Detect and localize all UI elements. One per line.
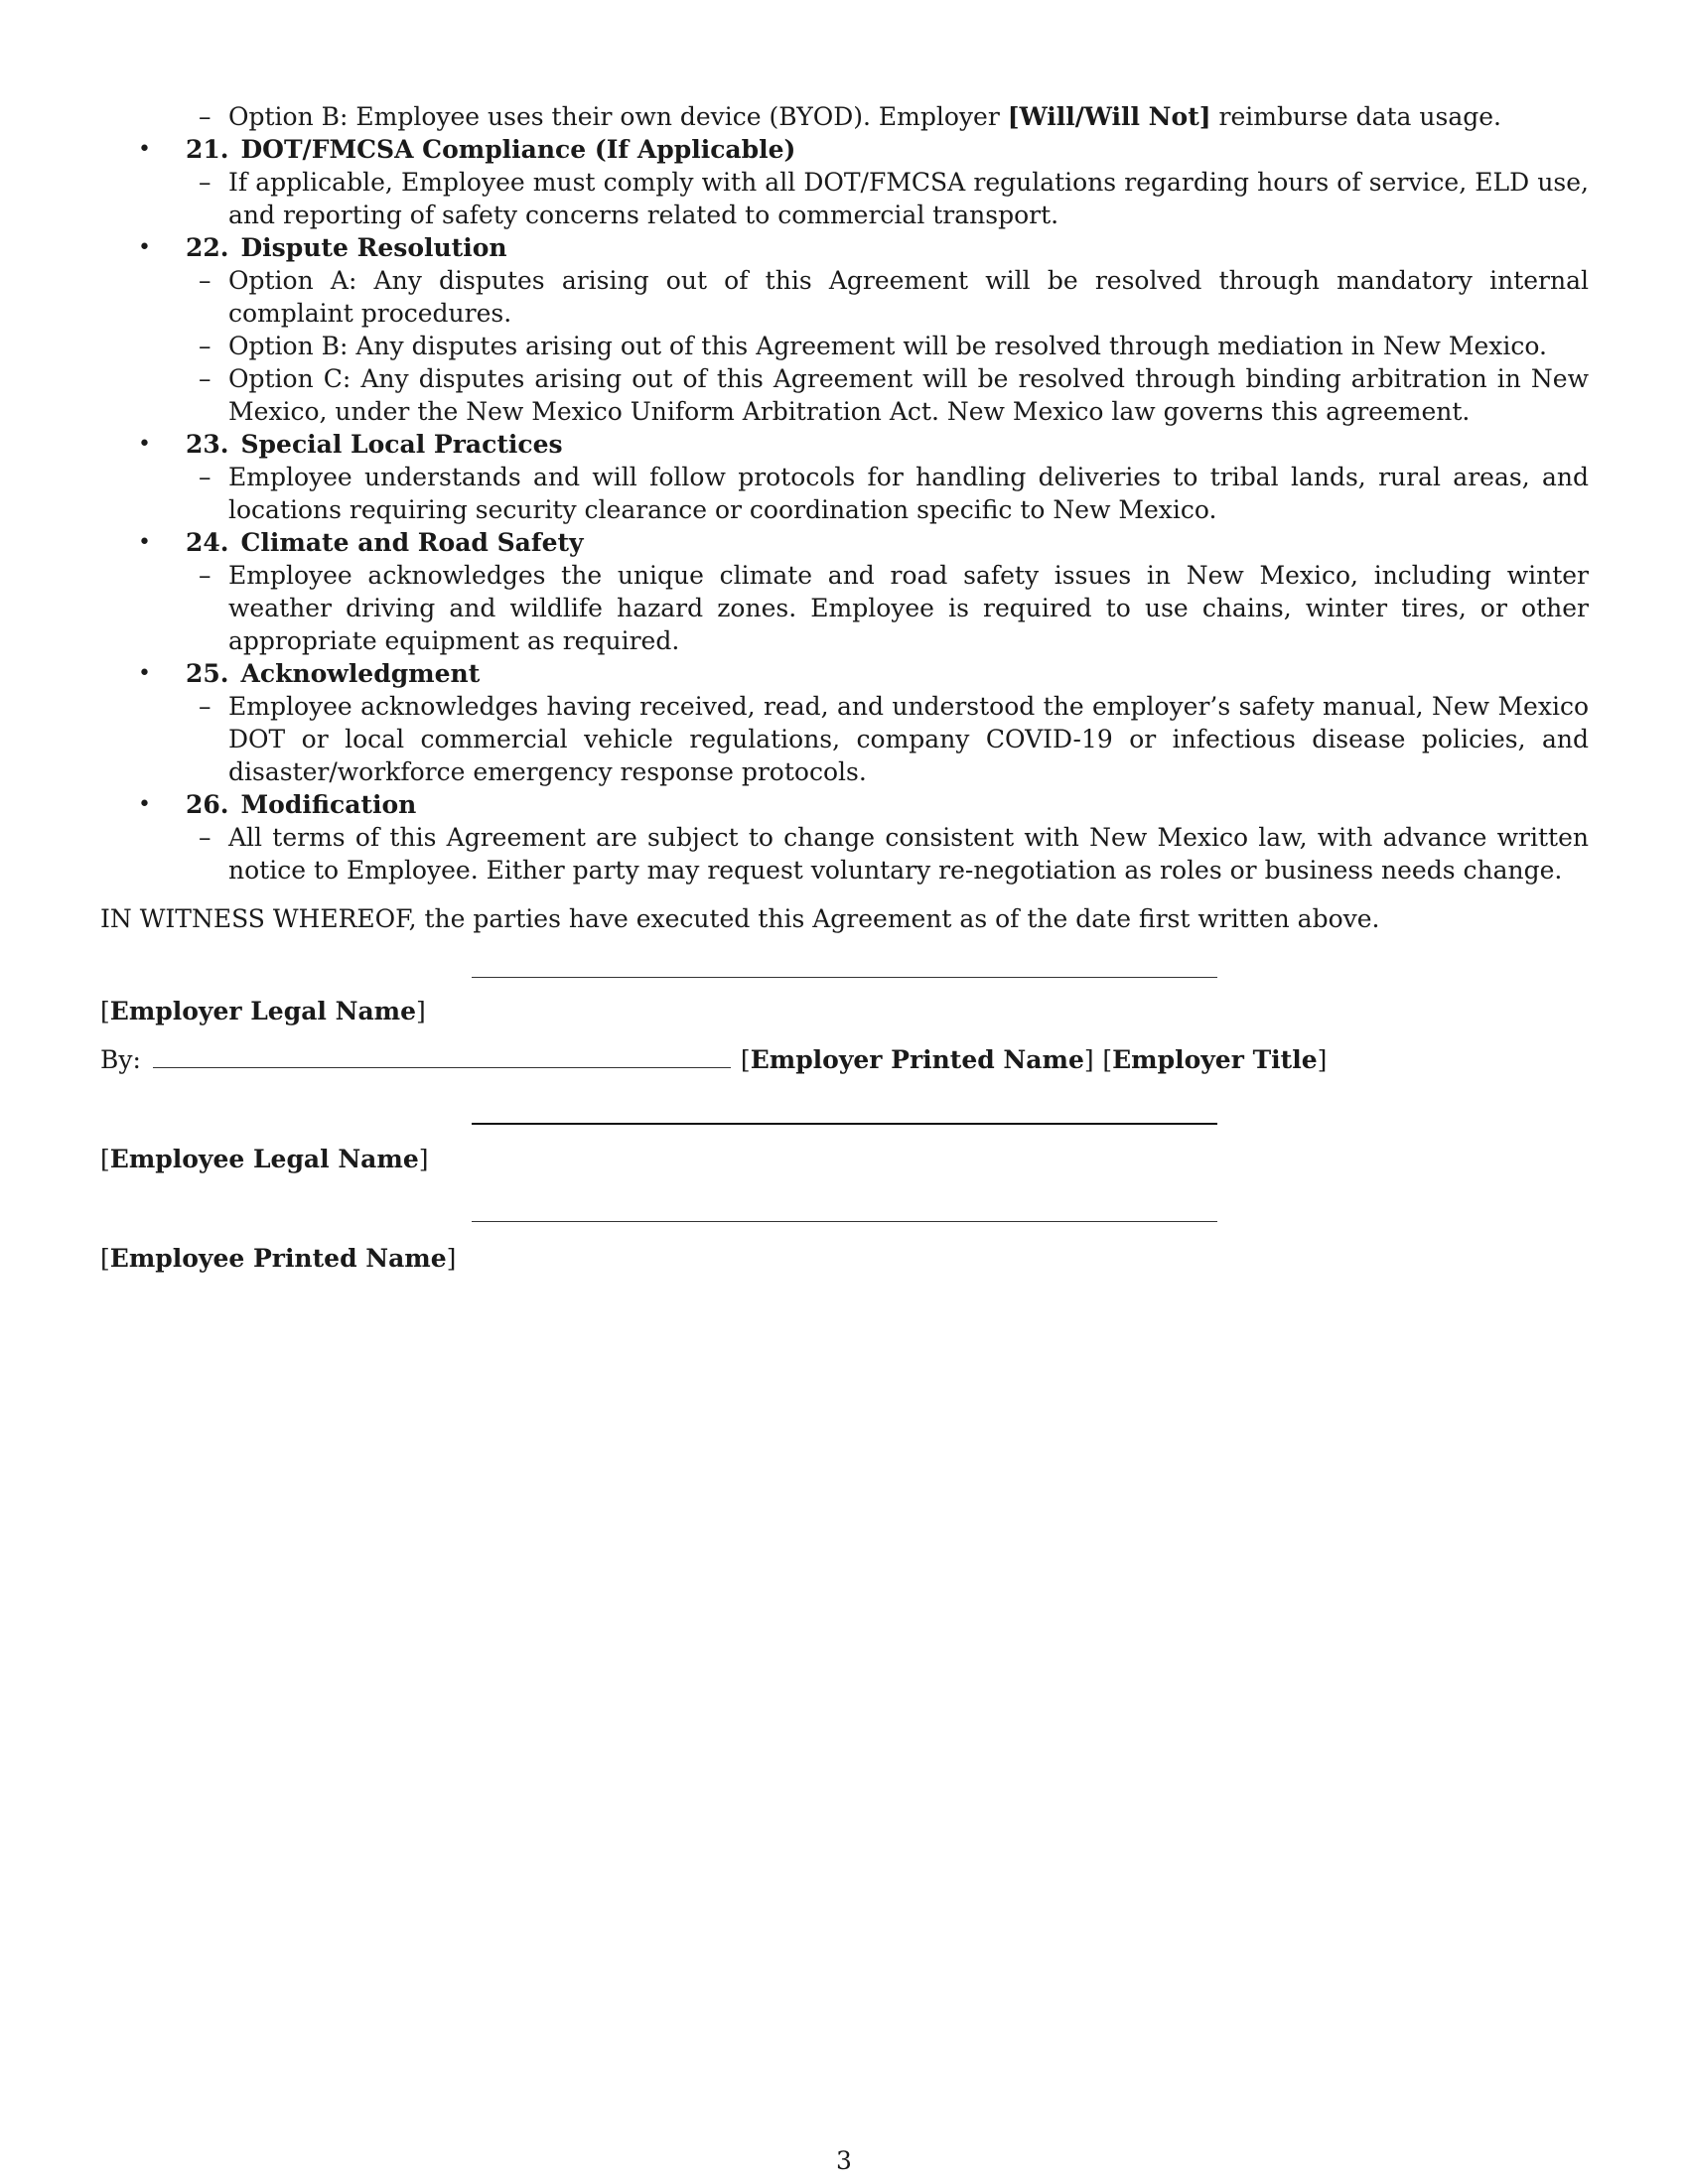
section-sublist [100,461,1589,526]
sub-item-text: Employee acknowledges the unique climate and road safety issues in New Mexico, including winter weather driving and wildlife hazard zones. Employee is required to use chains, winter tires, or other appropriate equipment as required. [228,561,1589,655]
sub-item-text: Option A: Any disputes arising out of this Agreement will be resolved through mandatory internal complaint procedures. [228,266,1589,328]
section-title: Dispute Resolution [240,233,507,262]
page-number: 3 [836,2146,852,2175]
bullet-marker: • [138,432,151,457]
sub-item [100,330,1589,362]
bullet-marker: • [138,137,151,162]
section-number: 25. [186,659,229,688]
sub-item [100,264,1589,330]
sub-item [100,690,1589,788]
section-number: 21. [186,135,229,164]
employer-legal-name: [Employer Legal Name] [100,997,426,1025]
section-item [100,231,1589,428]
sub-item [100,821,1589,887]
employee-printed-signature-line [472,1221,1217,1222]
section-item [100,133,1589,231]
section-title: DOT/FMCSA Compliance (If Applicable) [240,135,796,164]
dash-marker: – [199,561,211,590]
sub-item [100,461,1589,526]
section-heading [186,788,1589,821]
section-sublist [100,821,1589,887]
bullet-marker: • [138,661,151,686]
bullet-marker: • [138,530,151,555]
by-row: By: [Employer Printed Name] [Employer Title] [100,1045,1328,1074]
section-title: Modification [240,790,417,819]
section-title: Special Local Practices [240,430,563,459]
section-item [100,657,1589,788]
dash-marker: – [199,823,211,852]
sub-item-option-b-byod [100,100,1589,133]
section-sublist [100,264,1589,428]
section-heading [186,428,1589,461]
sub-item-text: All terms of this Agreement are subject to change consistent with New Mexico law, with advance written notice to Employee. Either party may request voluntary re-negotiation as roles or business needs change. [228,823,1589,885]
sub-item-text: Option B: Employee uses their own device (BYOD). Employer [228,102,1008,131]
employer-printed-name: Employer Printed Name [750,1045,1084,1074]
dash-marker: – [199,364,211,393]
section-title: Climate and Road Safety [240,528,584,557]
section-sublist [100,166,1589,231]
section-heading [186,657,1589,690]
employer-title: Employer Title [1112,1045,1318,1074]
section-item [100,788,1589,887]
dash-marker: – [199,463,211,491]
sub-item [100,166,1589,231]
by-signature-line [153,1043,731,1068]
section-sublist [100,690,1589,788]
bullet-marker: • [138,792,151,817]
section-number: 26. [186,790,229,819]
dash-marker: – [199,332,211,360]
sub-item [100,362,1589,428]
dash-marker: – [199,102,211,131]
dash-marker: – [199,168,211,197]
section-number: 22. [186,233,229,262]
sub-item-text: Employee acknowledges having received, read, and understood the employer’s safety manual, New Mexico DOT or local commercial vehicle regulations, company COVID-19 or infectious disease policies, and disaster/workforce emergency response protocols. [228,692,1589,786]
sub-item-text: Employee understands and will follow protocols for handling deliveries to tribal lands, rural areas, and locations requiring security clearance or coordination specific to New Mexico. [228,463,1589,524]
by-label: By: [100,1045,141,1074]
dash-marker: – [199,692,211,721]
sub-item-text: Option B: Any disputes arising out of this Agreement will be resolved through mediation in New Mexico. [228,332,1547,360]
employee-signature-line [472,1123,1217,1125]
section-title: Acknowledgment [240,659,481,688]
bullet-marker: • [138,235,151,260]
continued-sublist [100,100,1589,133]
sub-item-text: If applicable, Employee must comply with all DOT/FMCSA regulations regarding hours of service, ELD use, and reporting of safety concerns related to commercial transport. [228,168,1589,229]
section-heading [186,231,1589,264]
section-heading [186,133,1589,166]
section-sublist [100,559,1589,657]
sub-item-text-suffix: reimburse data usage. [1210,102,1501,131]
section-item [100,428,1589,526]
section-item [100,526,1589,657]
witness-statement: IN WITNESS WHEREOF, the parties have executed this Agreement as of the date first written above. [100,904,1380,933]
section-heading [186,526,1589,559]
section-number: 23. [186,430,229,459]
sub-item-bold: [Will/Will Not] [1007,102,1211,131]
section-list [100,133,1589,887]
dash-marker: – [199,266,211,295]
employer-signature-line [472,977,1217,978]
sub-item-text: Option C: Any disputes arising out of this Agreement will be resolved through binding arbitration in New Mexico, under the New Mexico Uniform Arbitration Act. New Mexico law governs this agreement. [228,364,1589,426]
sub-item [100,559,1589,657]
employee-legal-name: [Employee Legal Name] [100,1145,429,1173]
employee-printed-name: [Employee Printed Name] [100,1244,457,1273]
section-number: 24. [186,528,229,557]
document-page [100,100,1589,1273]
